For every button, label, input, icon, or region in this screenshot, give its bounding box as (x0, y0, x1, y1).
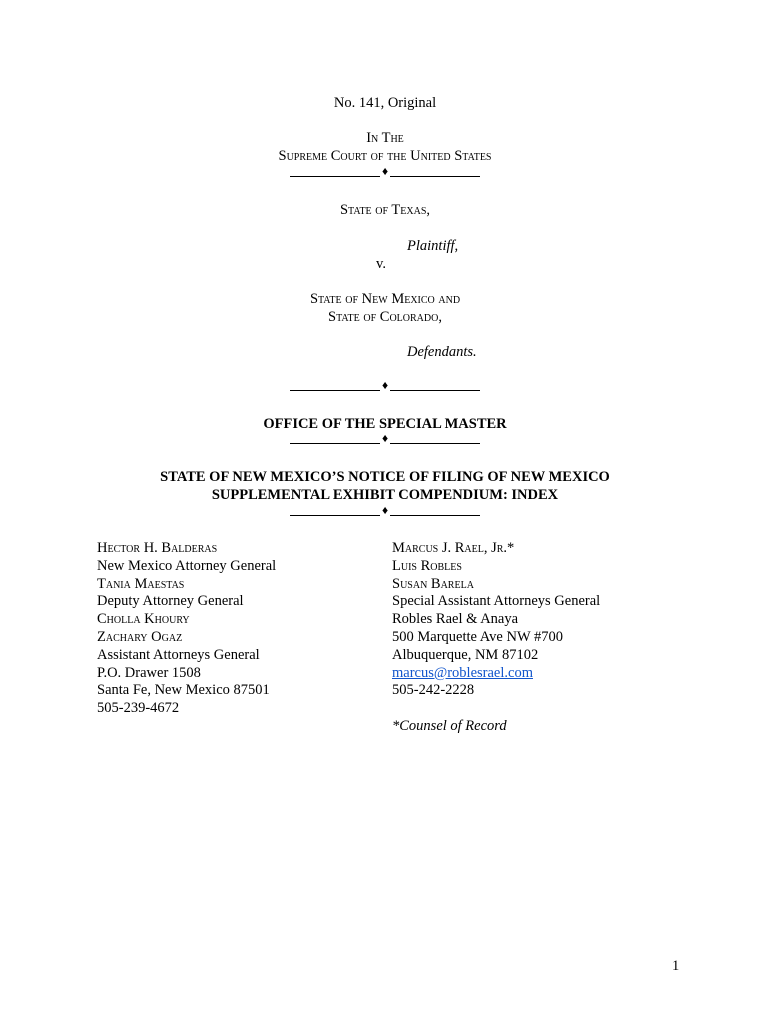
counsel-name: Cholla Khoury (97, 611, 190, 628)
defendant-line-2: State of Colorado, (328, 309, 442, 325)
defendant-line-1: State of New Mexico and (309, 291, 461, 307)
defendant-role: Defendants. (407, 344, 477, 360)
counsel-address: 500 Marquette Ave NW #700 (392, 628, 564, 645)
counsel-title: Assistant Attorneys General (97, 646, 260, 663)
divider-3 (290, 432, 480, 450)
left-counsel-block (97, 540, 276, 718)
versus: v. (376, 256, 386, 272)
email-link[interactable]: marcus@roblesrael.com (392, 664, 533, 681)
plaintiff-name: State of Texas, (339, 202, 431, 218)
right-counsel-block (392, 540, 600, 736)
counsel-name: Tania Maestas (97, 575, 185, 592)
counsel-title: New Mexico Attorney General (97, 557, 277, 574)
diamond-icon: ♦ (381, 431, 389, 445)
document-title-line-2: SUPPLEMENTAL EXHIBIT COMPENDIUM: INDEX (211, 487, 559, 503)
counsel-address: P.O. Drawer 1508 (97, 664, 201, 681)
page-number: 1 (672, 958, 680, 974)
diamond-icon: ♦ (381, 503, 389, 517)
counsel-firm: Robles Rael & Anaya (392, 611, 519, 628)
counsel-name: Zachary Ogaz (97, 628, 183, 645)
diamond-icon: ♦ (381, 164, 389, 178)
counsel-title: Special Assistant Attorneys General (392, 593, 601, 610)
counsel-name: Hector H. Balderas (97, 540, 218, 556)
counsel-name: Marcus J. Rael, Jr.* (392, 540, 515, 556)
case-number: No. 141, Original (333, 95, 437, 111)
counsel-phone: 505-242-2228 (392, 682, 475, 699)
document-title-line-1: STATE OF NEW MEXICO’S NOTICE OF FILING OF NEW MEXICO (160, 469, 610, 485)
counsel-address: Albuquerque, NM 87102 (392, 646, 539, 663)
counsel-of-record-note: *Counsel of Record (392, 718, 507, 735)
counsel-name: Susan Barela (392, 575, 474, 592)
court-line-2: Supreme Court of the United States (278, 148, 492, 164)
counsel-title: Deputy Attorney General (97, 593, 244, 610)
counsel-phone: 505-239-4672 (97, 700, 180, 717)
diamond-icon: ♦ (381, 378, 389, 392)
plaintiff-role: Plaintiff, (407, 238, 459, 254)
divider-4 (290, 504, 480, 522)
court-line-1: In The (366, 130, 404, 146)
counsel-name: Luis Robles (392, 557, 462, 574)
counsel-address: Santa Fe, New Mexico 87501 (97, 682, 270, 699)
office-title: OFFICE OF THE SPECIAL MASTER (263, 416, 507, 432)
divider-2 (290, 379, 480, 397)
divider-1 (290, 165, 480, 183)
